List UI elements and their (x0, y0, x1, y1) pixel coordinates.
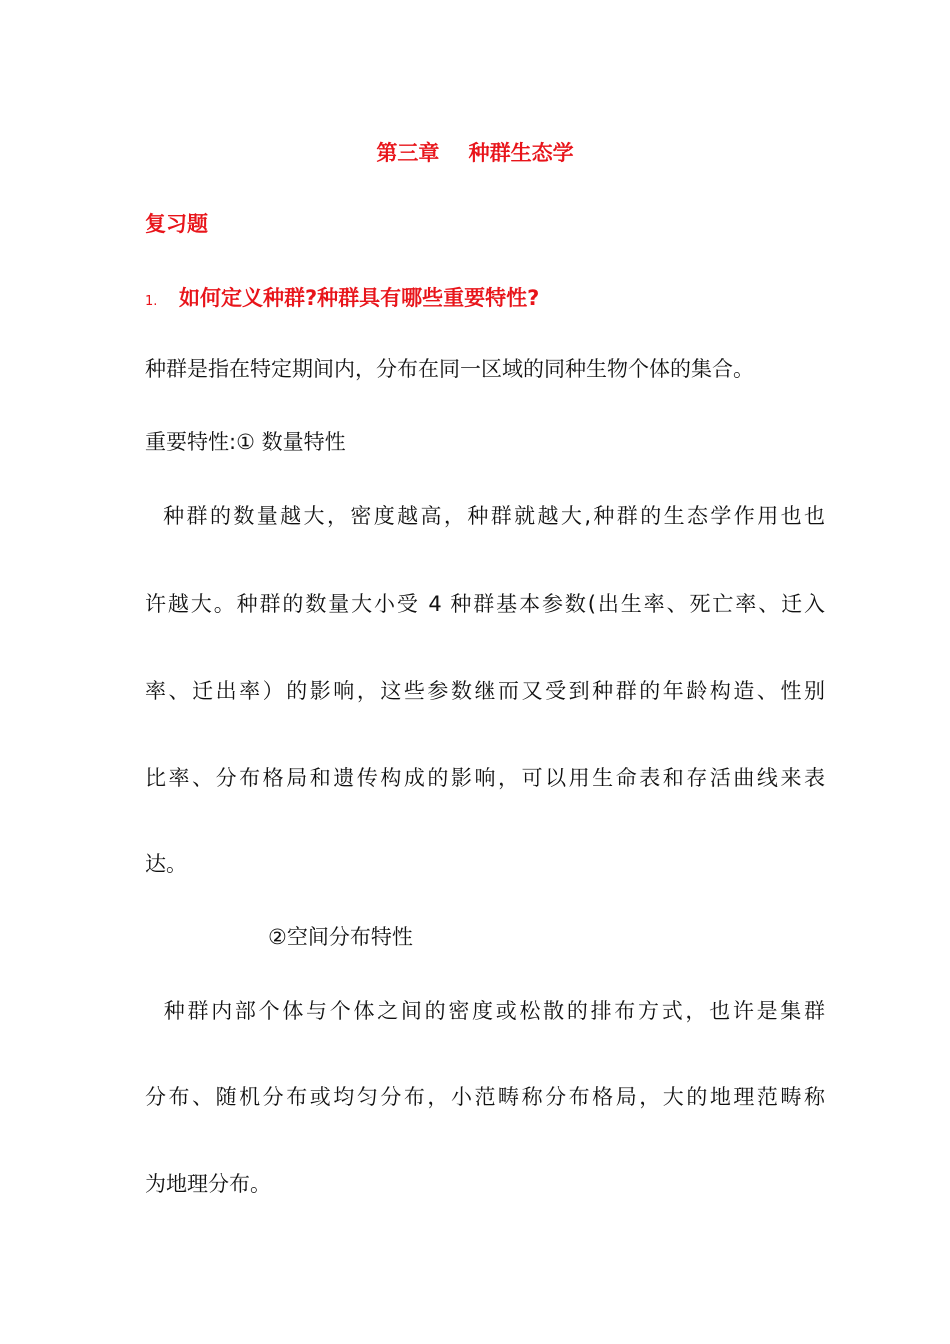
question-number: 1. (145, 294, 158, 309)
paragraph-line: 种群内部个体与个体之间的密度或松散的排布方式，也许是集群 (145, 999, 825, 1023)
quantity-trait-heading: 重要特性:① 数量特性 (145, 430, 346, 454)
spatial-trait-heading: ②空间分布特性 (268, 925, 413, 949)
paragraph-line: 许越大。种群的数量大小受 4 种群基本参数(出生率、死亡率、迁入 (145, 592, 825, 616)
paragraph-line: 率、迁出率）的影响，这些参数继而又受到种群的年龄构造、性别 (145, 679, 825, 703)
question-line (145, 283, 825, 317)
paragraph-line: 比率、分布格局和遗传构成的影响，可以用生命表和存活曲线来表 (145, 766, 825, 790)
paragraph-line: 为地理分布。 (145, 1172, 271, 1196)
paragraph-line: 分布、随机分布或均匀分布，小范畴称分布格局，大的地理范畴称 (145, 1085, 825, 1109)
section-heading: 复习题 (145, 212, 208, 236)
answer-definition: 种群是指在特定期间内，分布在同一区域的同种生物个体的集合。 (145, 357, 754, 381)
question-text: 如何定义种群?种群具有哪些重要特性? (179, 286, 540, 310)
paragraph-line: 种群的数量越大，密度越高，种群就越大,种群的生态学作用也也 (145, 504, 825, 528)
chapter-title: 第三章 种群生态学 (376, 141, 574, 165)
paragraph-line: 达。 (145, 852, 187, 876)
